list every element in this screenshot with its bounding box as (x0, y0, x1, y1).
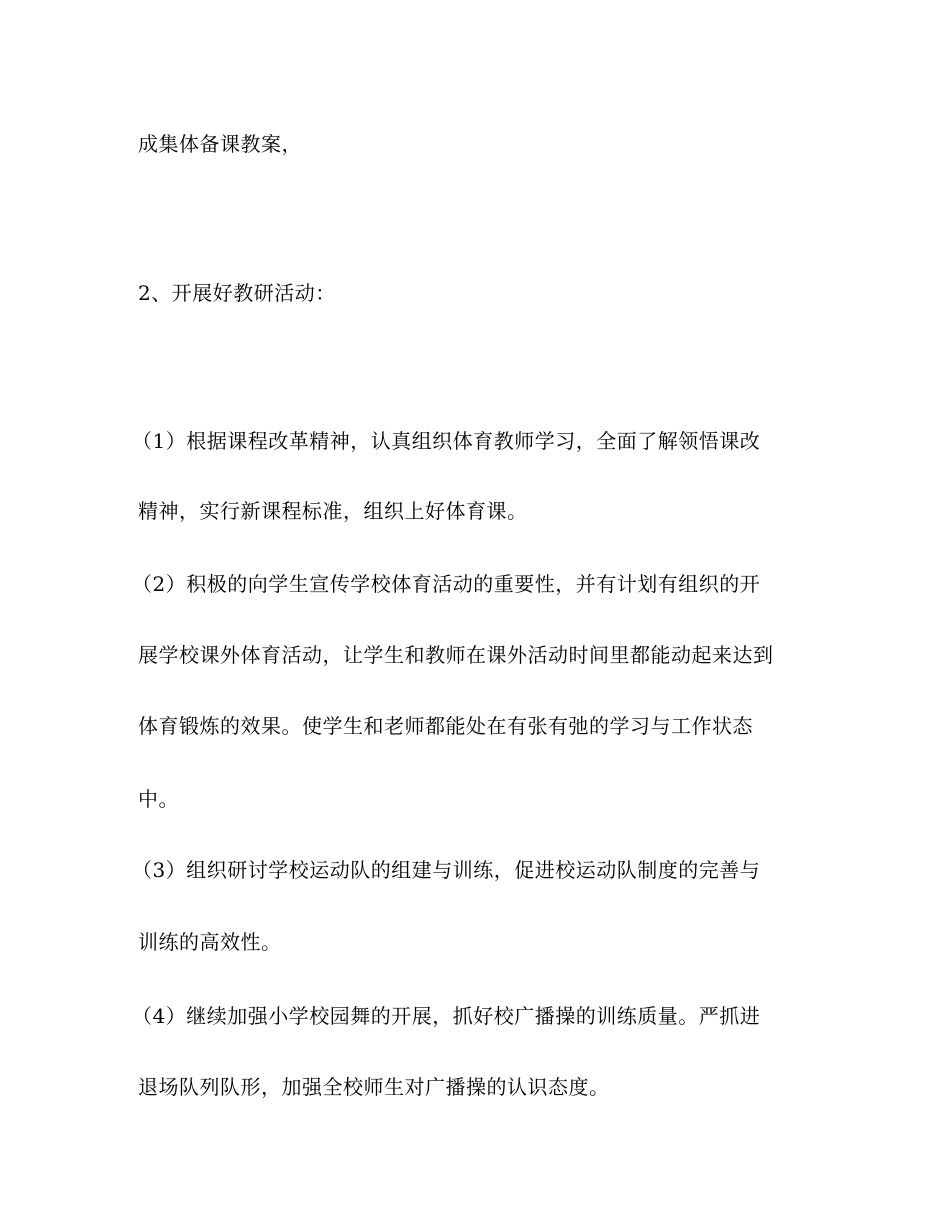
item-2-line-3: 体育锻炼的效果。使学生和老师都能处在有张有弛的学习与工作状态 (138, 714, 753, 738)
item-2-line-4: 中。 (138, 787, 179, 811)
item-2-line-1: （2）积极的向学生宣传学校体育活动的重要性，并有计划有组织的开 (132, 572, 761, 596)
item-1-line-1: （1）根据课程改革精神，认真组织体育教师学习，全面了解领悟课改 (132, 429, 761, 453)
item-2-line-2: 展学校课外体育活动，让学生和教师在课外活动时间里都能动起来达到 (138, 643, 774, 667)
item-4-line-2: 退场队列队形，加强全校师生对广播操的认识态度。 (138, 1075, 610, 1099)
section-heading: 2、开展好教研活动： (138, 281, 336, 305)
intro-tail-text: 成集体备课教案， (138, 132, 302, 156)
item-1-line-2: 精神，实行新课程标准，组织上好体育课。 (138, 499, 528, 523)
item-4-line-1: （4）继续加强小学校园舞的开展，抓好校广播操的训练质量。严抓进 (132, 1004, 761, 1028)
item-3-line-1: （3）组织研讨学校运动队的组建与训练，促进校运动队制度的完善与 (132, 858, 761, 882)
item-3-line-2: 训练的高效性。 (138, 930, 282, 954)
